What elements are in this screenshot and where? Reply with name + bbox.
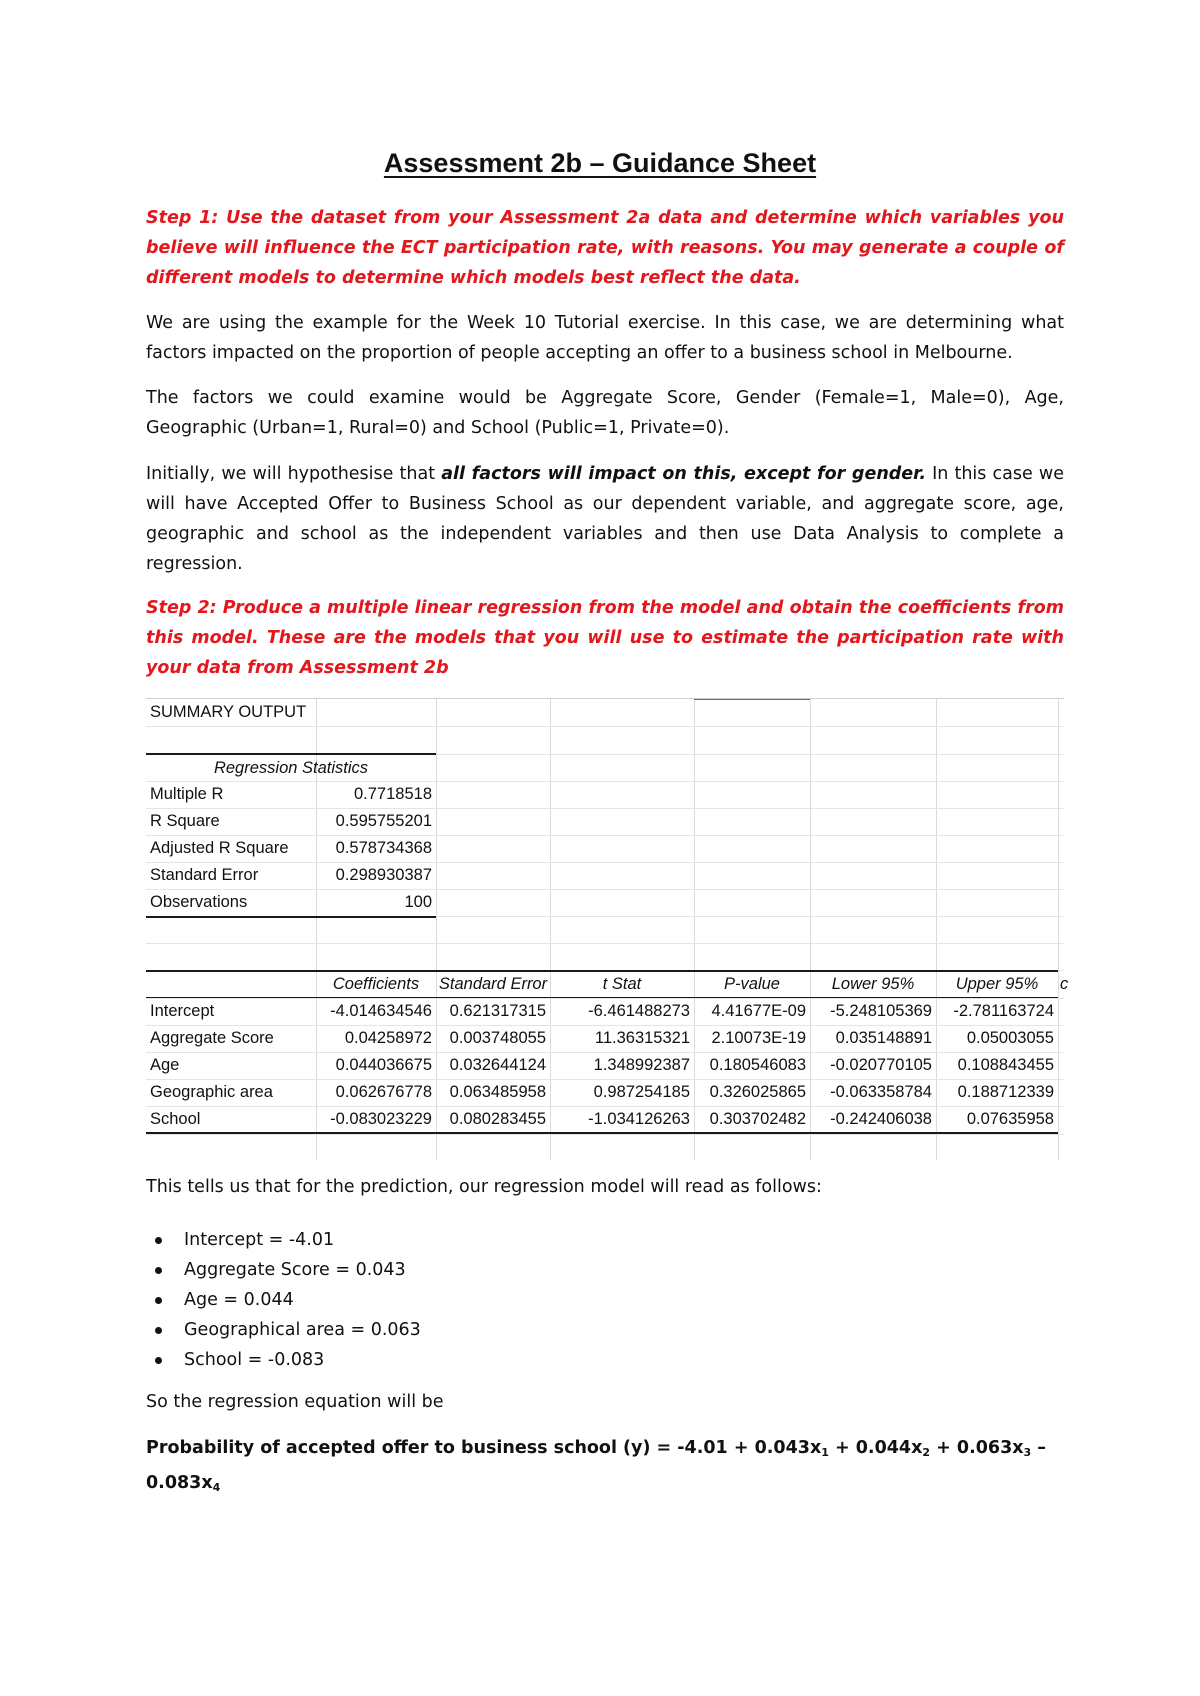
list-item bbox=[146, 1255, 1046, 1285]
coef-cell: 0.987254185 bbox=[593, 1083, 690, 1101]
hypothesis-paragraph bbox=[146, 459, 1064, 579]
list-item bbox=[146, 1285, 1046, 1315]
coef-cell: 0.032644124 bbox=[449, 1056, 546, 1074]
stat-value: 0.298930387 bbox=[335, 866, 432, 884]
coef-cell: -5.248105369 bbox=[830, 1002, 932, 1020]
intro-paragraph: We are using the example for the Week 10 Tutorial exercise. In this case, we are determining what factors impacted on the proportion of people accepting an offer to a business school in Melbourne. bbox=[146, 313, 1064, 363]
bullet-icon bbox=[155, 1357, 162, 1364]
coef-cell: -4.014634546 bbox=[330, 1002, 432, 1020]
coef-header: P-value bbox=[724, 975, 780, 993]
bullet-icon bbox=[155, 1237, 162, 1244]
coef-cell: -6.461488273 bbox=[588, 1002, 690, 1020]
stat-label: Standard Error bbox=[150, 866, 259, 884]
hypothesis-text-start: Initially, we will hypothesise that bbox=[146, 464, 442, 484]
coef-cell: 0.621317315 bbox=[449, 1002, 546, 1020]
summary-output-table bbox=[146, 698, 1069, 1160]
bullet-icon bbox=[155, 1297, 162, 1304]
hypothesis-emphasis: all factors will impact on this, except for gender. bbox=[441, 464, 926, 484]
coef-cell: -2.781163724 bbox=[953, 1002, 1054, 1020]
coef-cell: -0.242406038 bbox=[830, 1110, 932, 1128]
coef-header: Standard Error bbox=[438, 975, 548, 993]
equation-subscript: 4 bbox=[212, 1481, 221, 1494]
coef-header: t Stat bbox=[602, 975, 642, 993]
list-item-text: Aggregate Score = 0.043 bbox=[184, 1260, 406, 1280]
coef-cell: -1.034126263 bbox=[588, 1110, 690, 1128]
equation-subscript: 2 bbox=[922, 1446, 931, 1459]
page-title: Assessment 2b – Guidance Sheet bbox=[383, 148, 817, 178]
equation-part: – 0.083x bbox=[146, 1438, 1047, 1493]
list-item-text: Geographical area = 0.063 bbox=[184, 1320, 421, 1340]
equation-part: Probability of accepted offer to business school (y) = -4.01 + 0.043x bbox=[146, 1438, 822, 1458]
stat-value: 0.578734368 bbox=[335, 839, 432, 857]
coef-cell: -0.063358784 bbox=[830, 1083, 932, 1101]
stat-label: Adjusted R Square bbox=[150, 839, 289, 857]
list-item-text: School = -0.083 bbox=[184, 1350, 325, 1370]
coef-row-label: Age bbox=[150, 1056, 180, 1074]
coef-header-truncated: c bbox=[1060, 975, 1069, 993]
list-item-text: Age = 0.044 bbox=[184, 1290, 294, 1310]
coef-cell: 0.080283455 bbox=[449, 1110, 546, 1128]
coef-header: Lower 95% bbox=[831, 975, 915, 993]
equation-part: + 0.063x bbox=[930, 1438, 1024, 1458]
coef-cell: 0.188712339 bbox=[957, 1083, 1054, 1101]
coef-cell: 0.063485958 bbox=[449, 1083, 546, 1101]
coef-cell: -0.020770105 bbox=[830, 1056, 932, 1074]
factors-paragraph: The factors we could examine would be Aggregate Score, Gender (Female=1, Male=0), Age, Geographic (Urban=1, Rural=0) and School (Public=1, Private=0). bbox=[146, 388, 1064, 438]
stat-value: 100 bbox=[404, 893, 432, 911]
coef-row-label: Intercept bbox=[150, 1002, 215, 1020]
equation-subscript: 1 bbox=[821, 1446, 829, 1459]
hypothesis-text-end: In this case we will have Accepted Offer to Business School as our dependent variable, and aggregate score, age, geographic and school as the independent variables and then use Data Analysis to complete a regression. bbox=[146, 464, 1064, 574]
coef-row-label: Geographic area bbox=[150, 1083, 273, 1101]
bullet-icon bbox=[155, 1327, 162, 1334]
coef-cell: 0.05003055 bbox=[966, 1029, 1054, 1047]
coef-cell: 0.04258972 bbox=[344, 1029, 432, 1047]
list-item bbox=[146, 1225, 1046, 1255]
coef-cell: 0.326025865 bbox=[709, 1083, 806, 1101]
coef-header: Upper 95% bbox=[955, 975, 1039, 993]
model-intro-paragraph: This tells us that for the prediction, our regression model will read as follows: bbox=[146, 1177, 822, 1197]
coef-cell: 0.003748055 bbox=[449, 1029, 546, 1047]
coef-cell: 0.062676778 bbox=[335, 1083, 432, 1101]
stat-value: 0.7718518 bbox=[354, 785, 432, 803]
coef-cell: 2.10073E-19 bbox=[711, 1029, 806, 1047]
coef-cell: -0.083023229 bbox=[330, 1110, 432, 1128]
coef-cell: 11.36315321 bbox=[594, 1029, 690, 1047]
coef-row-label: School bbox=[150, 1110, 201, 1128]
list-item bbox=[146, 1345, 1046, 1375]
regression-statistics-header: Regression Statistics bbox=[213, 759, 369, 777]
coef-cell: 0.180546083 bbox=[709, 1056, 806, 1074]
coef-cell: 0.108843455 bbox=[957, 1056, 1054, 1074]
coef-cell: 0.303702482 bbox=[709, 1110, 806, 1128]
coefficient-list bbox=[146, 1225, 1046, 1375]
step-2-instruction: Step 2: Produce a multiple linear regression from the model and obtain the coefficients from this model. These are the models that you will use to estimate the participation rate with your data from Assessment 2b bbox=[146, 598, 1064, 678]
coef-cell: 0.044036675 bbox=[335, 1056, 432, 1074]
stat-label: Observations bbox=[150, 893, 248, 911]
list-item bbox=[146, 1315, 1046, 1345]
equation-intro: So the regression equation will be bbox=[146, 1392, 444, 1412]
stat-value: 0.595755201 bbox=[335, 812, 432, 830]
regression-equation bbox=[146, 1433, 1106, 1503]
bullet-icon bbox=[155, 1267, 162, 1274]
coef-cell: 0.07635958 bbox=[966, 1110, 1054, 1128]
summary-output-label: SUMMARY OUTPUT bbox=[150, 703, 307, 721]
step-1-instruction: Step 1: Use the dataset from your Assessment 2a data and determine which variables you believe will influence the ECT participation rate, with reasons. You may generate a couple of different models to determine which models best reflect the data. bbox=[146, 208, 1064, 288]
equation-subscript: 3 bbox=[1023, 1446, 1032, 1459]
stat-label: R Square bbox=[150, 812, 220, 830]
equation-part: + 0.044x bbox=[828, 1438, 923, 1458]
coef-cell: 4.41677E-09 bbox=[711, 1002, 806, 1020]
coef-row-label: Aggregate Score bbox=[150, 1029, 274, 1047]
coef-cell: 1.348992387 bbox=[593, 1056, 690, 1074]
list-item-text: Intercept = -4.01 bbox=[184, 1230, 335, 1250]
coef-header: Coefficients bbox=[332, 975, 420, 993]
stat-label: Multiple R bbox=[150, 785, 224, 803]
coef-cell: 0.035148891 bbox=[835, 1029, 932, 1047]
